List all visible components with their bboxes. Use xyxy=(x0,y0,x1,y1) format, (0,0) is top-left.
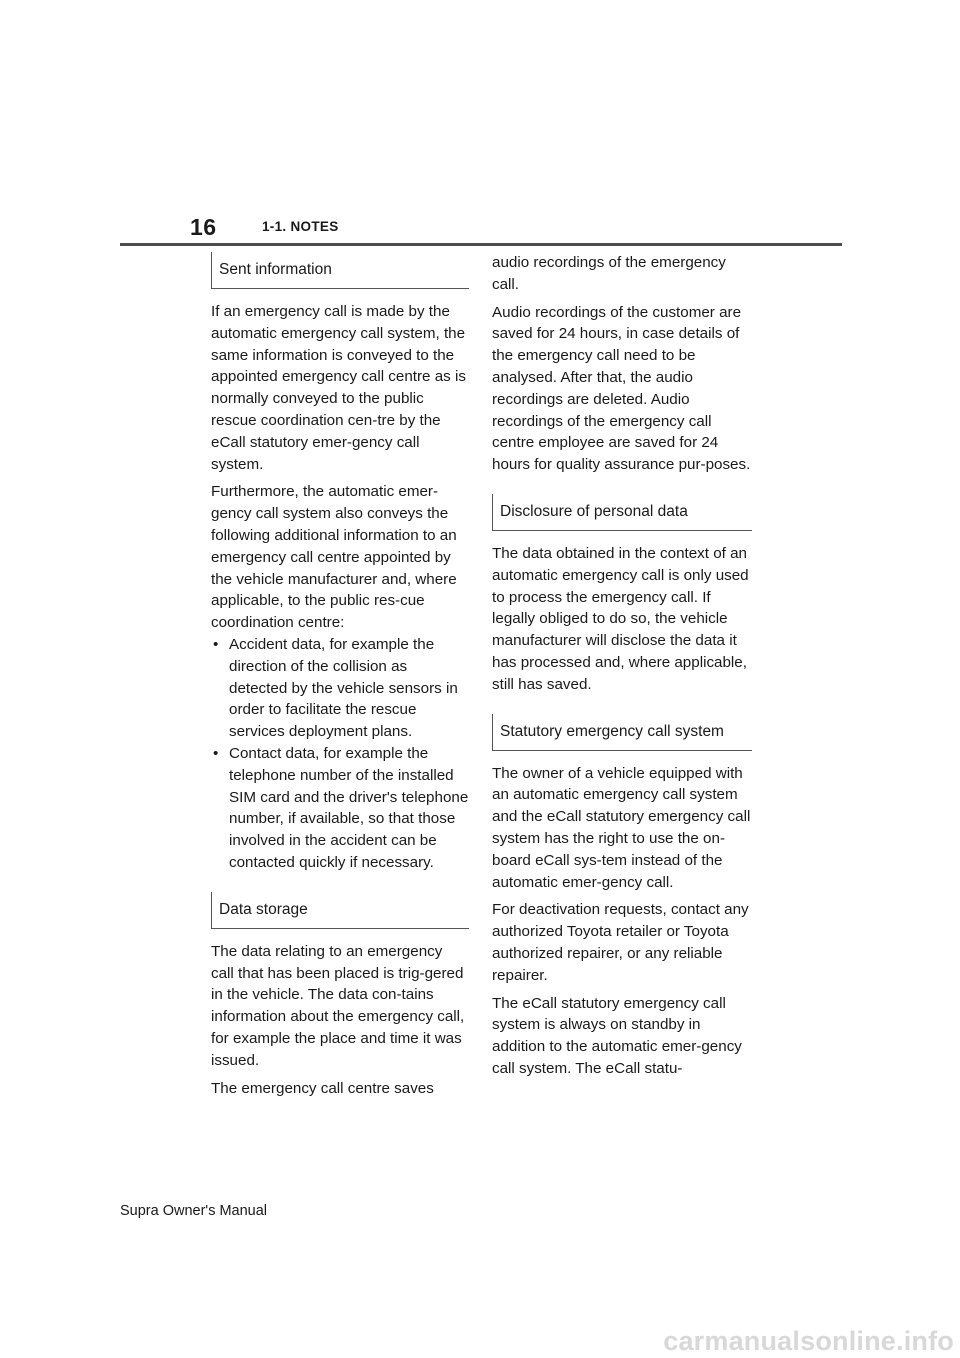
header-rule xyxy=(120,243,842,246)
paragraph: Audio recordings of the customer are saved for 24 hours, in case details of the emergency call need to be analysed. After that, the audio recordings are deleted. Audio recordings of the emergency call centre employee are saved for 24 hours for quality assurance pur-poses. xyxy=(492,303,751,474)
right-column xyxy=(492,252,752,1086)
section-heading-disclosure: Disclosure of personal data xyxy=(492,494,752,531)
paragraph: The emergency call centre saves xyxy=(211,1079,434,1097)
page-number: 16 xyxy=(190,214,217,240)
list-item-text: Contact data, for example the telephone number of the installed SIM card and the driver's telephone number, if available, so that those involved in the accident can be contacted quickly if necessary. xyxy=(229,744,469,871)
bullet-icon: • xyxy=(213,744,219,762)
paragraph: The data obtained in the context of an automatic emergency call is only used to process the emergency call. If legally obliged to do so, the vehicle manufacturer will disclose the data it has processed and, where applicable, still has saved. xyxy=(492,544,749,693)
footer-manual-title: Supra Owner's Manual xyxy=(120,1203,268,1219)
paragraph: If an emergency call is made by the automatic emergency call system, the same information is conveyed to the appointed emergency call centre as is normally conveyed to the public rescue coordination cen-tre by the eCall statutory emer-gency call system. xyxy=(211,303,466,473)
paragraph: audio recordings of the emergency call. xyxy=(492,254,726,293)
section-heading-statutory: Statutory emergency call system xyxy=(492,714,752,751)
list-item xyxy=(211,743,469,874)
section-heading-sent-information: Sent information xyxy=(211,252,469,289)
left-column xyxy=(211,252,469,1105)
paragraph: For deactivation requests, contact any authorized Toyota retailer or Toyota authorized repairer, or any reliable repairer. xyxy=(492,901,749,984)
bullet-icon: • xyxy=(213,635,219,653)
watermark: carmanualsonline.info xyxy=(663,1326,954,1356)
list-item xyxy=(211,634,469,743)
paragraph: The data relating to an emergency call that has been placed is trig-gered in the vehicle. The data con-tains information about the emergency call, for example the place and time it was issued. xyxy=(211,942,465,1069)
paragraph: The owner of a vehicle equipped with an automatic emergency call system and the eCall statutory emergency call system has the right to use the on-board eCall sys-tem instead of the automatic emer-gency call. xyxy=(492,764,751,891)
chapter-title: 1-1. NOTES xyxy=(262,219,339,234)
list-item-text: Accident data, for example the direction of the collision as detected by the vehicle sensors in order to facilitate the rescue services deployment plans. xyxy=(229,635,458,741)
section-heading-data-storage: Data storage xyxy=(211,892,469,929)
bullet-list xyxy=(211,634,469,874)
paragraph: The eCall statutory emergency call system is always on standby in addition to the automatic emer-gency call system. The eCall statu- xyxy=(492,994,742,1077)
paragraph: Furthermore, the automatic emer-gency call system also conveys the following additional information to an emergency call centre appointed by the vehicle manufacturer and, where applicable, to the public res-cue coordination centre: xyxy=(211,483,457,632)
